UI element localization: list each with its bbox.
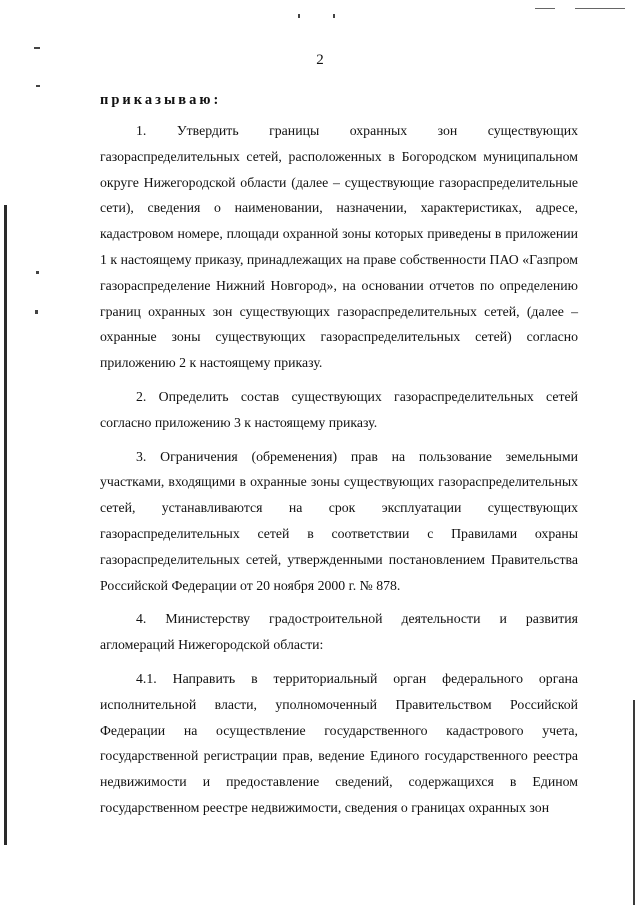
paragraph-3: 3. Ограничения (обременения) прав на пользование земельными участками, входящими в охранные зоны существующих газораспределительных сетей, устанавливаются на срок эксплуатации существующих газораспределительных сетей в соответствии с Правилами охраны газораспределительных сетей, утвержденными постановлением Правительства Российской Федерации от 20 ноября 2000 г. № 878. (100, 448, 578, 593)
corner-mark (575, 8, 625, 9)
corner-mark (535, 8, 555, 9)
paragraph-1: 1. Утвердить границы охранных зон существующих газораспределительных сетей, расположенных в Богородском муниципальном округе Нижегородской области (далее – существующие газораспределительные сети), сведения о наименовании, назначении, характеристиках, адресе, кадастровом номере, площади охранной зоны которых приведены в приложении 1 к настоящему приказу, принадлежащих на праве собственности ПАО «Газпром газораспределение Нижний Новгород», на основании отчетов по определению границ охранных зон существующих газораспределительных сетей, (далее – охранные зоны существующих газораспределительных сетей) согласно приложению 2 к настоящему приказу. (100, 123, 578, 371)
scan-mark (36, 271, 39, 274)
document-body (100, 118, 578, 829)
scan-bar-left (4, 205, 7, 845)
scan-mark (333, 14, 335, 18)
paragraph-4: 4. Министерству градостроительной деятельности и развития агломераций Нижегородской области: (100, 611, 578, 653)
scan-mark (298, 14, 300, 18)
scan-mark (35, 310, 38, 314)
paragraph-2: 2. Определить состав существующих газораспределительных сетей согласно приложению 3 к настоящему приказу. (100, 388, 578, 430)
scan-bar-right (633, 700, 635, 905)
order-heading: приказываю: (100, 92, 222, 108)
scan-mark (34, 47, 40, 49)
paragraph-4-1: 4.1. Направить в территориальный орган федерального органа исполнительной власти, уполномоченный Правительством Российской Федерации на осуществление государственного кадастрового учета, государственной регистрации прав, ведение Единого государственного реестра недвижимости и предоставление сведений, содержащихся в Едином государственном реестре недвижимости, сведения о границах охранных зон (100, 670, 578, 815)
scan-mark (36, 85, 40, 87)
page-number: 2 (316, 52, 324, 68)
